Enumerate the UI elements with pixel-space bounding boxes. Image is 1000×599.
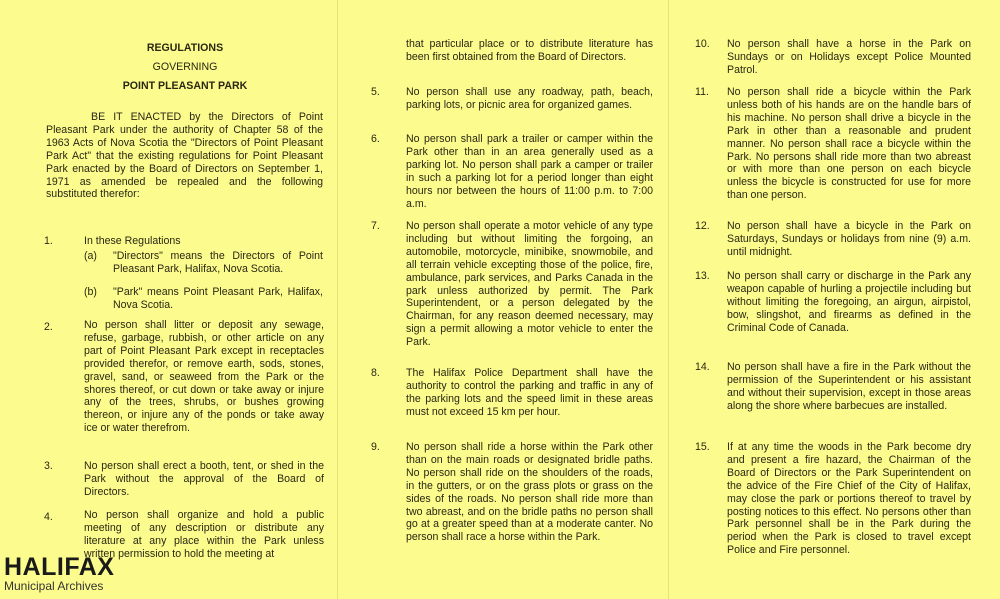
reg-8-number: 8. xyxy=(371,367,380,379)
reg-4-text: No person shall organize and hold a public meeting of any description or distribute any literature at any place within the Park unless written permission to hold the meeting at xyxy=(84,509,324,560)
reg-13-number: 13. xyxy=(695,270,710,282)
reg-4-continuation: that particular place or to distribute literature has been first obtained from the Board of Directors. xyxy=(406,38,653,63)
reg-7-text: No person shall operate a motor vehicle of any type including but without limiting the forgoing, an automobile, motorcycle, minibike, snowmobile, and all terrain vehicle excepting those of the police, fire, ambulance, park services, and Parks Canada in the park unless authorized by permit. The Park Superintendent, or a person delegated by the Chairman, for any reason deemed necessary, may sign a permit allowing a motor vehicle to enter the Park. xyxy=(406,220,653,349)
reg-1a-text: "Directors" means the Directors of Point Pleasant Park, Halifax, Nova Scotia. xyxy=(113,250,323,275)
reg-9-text: No person shall ride a horse within the Park other than on the main roads or designated bridle paths. No person shall ride on the shoulders of the roads, in the gutters, or on the grass plots or grass on the sides of the roads. No person shall ride more than two abreast, and on the bridle paths no person shall go at a greater speed than at a moderate canter. No person shall race a horse within the Park. xyxy=(406,441,653,544)
reg-11-number: 11. xyxy=(695,86,709,98)
reg-5-number: 5. xyxy=(371,86,380,98)
heading-line-2: GOVERNING xyxy=(152,61,218,73)
reg-8-text: The Halifax Police Department shall have the authority to control the parking and traffic in any of the parking lots and the speed limit in these areas must not exceed 15 km per hour. xyxy=(406,367,653,418)
reg-6-number: 6. xyxy=(371,133,380,145)
heading-line-1: REGULATIONS xyxy=(146,42,224,54)
reg-2-number: 2. xyxy=(44,321,53,333)
reg-6-text: No person shall park a trailer or camper within the Park other than in an area generally used as a parking lot. No person shall park a camper or trailer in such a parking lot for a period longer than eight hours nor between the hours of 11:00 p.m. to 7:00 a.m. xyxy=(406,133,653,210)
heading-line-3: POINT PLEASANT PARK xyxy=(122,80,248,92)
reg-9-number: 9. xyxy=(371,441,380,453)
fold-line-right xyxy=(668,0,669,599)
reg-14-text: No person shall have a fire in the Park without the permission of the Superintendent or his assistant and without their supervision, except in those areas along the shore where barbecues are installed. xyxy=(727,361,971,412)
reg-3-text: No person shall erect a booth, tent, or shed in the Park without the approval of the Board of Directors. xyxy=(84,460,324,498)
reg-1-number: 1. xyxy=(44,235,53,247)
reg-15-text: If at any time the woods in the Park become dry and present a fire hazard, the Chairman of the Board of Directors or the Park Superintendent on the advice of the Fire Chief of the City of Halifax, may close the park or portions thereof to travel by posting notices to this effect. No persons other than Park personnel shall be in the Park during the period when the Park is closed to travel except Police and Fire personnel. xyxy=(727,441,971,557)
reg-7-number: 7. xyxy=(371,220,380,232)
reg-10-number: 10. xyxy=(695,38,710,50)
reg-1a-label: (a) xyxy=(84,250,97,262)
reg-12-text: No person shall have a bicycle in the Park on Saturdays, Sundays or holidays from nine (9) a.m. until midnight. xyxy=(727,220,971,258)
reg-1-intro: In these Regulations xyxy=(84,235,181,247)
logo-title: HALIFAX xyxy=(4,553,115,581)
reg-4-number: 4. xyxy=(44,511,53,523)
reg-1b-label: (b) xyxy=(84,286,97,298)
reg-13-text: No person shall carry or discharge in the Park any weapon capable of hurling a projectile including but without limiting the foregoing, an airgun, airpistol, bow, slingshot, and firearms as defined in the Criminal Code of Canada. xyxy=(727,270,971,334)
reg-12-number: 12. xyxy=(695,220,710,232)
reg-2-text: No person shall litter or deposit any sewage, refuse, garbage, rubbish, or other article on any part of Point Pleasant Park except in receptacles provided therefor, or remove earth, sods, stones, gravel, sand, or seaweed from the Park or the shores thereof, or cut down or take away or injure any of the trees, shrubs, or bushes growing thereon, or injure any of the ponds or take away ice or water therefrom. xyxy=(84,319,324,435)
reg-10-text: No person shall have a horse in the Park on Sundays or on Holidays except Police Mounted Patrol. xyxy=(727,38,971,76)
reg-14-number: 14. xyxy=(695,361,710,373)
reg-3-number: 3. xyxy=(44,460,53,472)
reg-15-number: 15. xyxy=(695,441,710,453)
fold-line-left xyxy=(337,0,338,599)
reg-11-text: No person shall ride a bicycle within the Park unless both of his hands are on the handle bars of his machine. No person shall drive a bicycle in the Park in other than a reasonable and prudent manner. No person shall race a bicycle within the Park. No persons shall ride more than two abreast or with more than one person on each bicycle unless the bicycle is constructed for use for more than one person. xyxy=(727,86,971,202)
reg-5-text: No person shall use any roadway, path, beach, parking lots, or picnic area for organized games. xyxy=(406,86,653,111)
halifax-archives-logo xyxy=(4,555,114,593)
preamble: BE IT ENACTED by the Directors of Point Pleasant Park under the authority of Chapter 58 of the 1963 Acts of Nova Scotia the "Directors of Point Pleasant Park Act" that the existing regulations for Point Pleasant Park enacted by the Board of Directors on September 1, 1971 as amended be repealed and the following substituted therefor: xyxy=(46,111,323,201)
logo-subtitle: Municipal Archives xyxy=(4,579,104,593)
reg-1b-text: "Park" means Point Pleasant Park, Halifax, Nova Scotia. xyxy=(113,286,323,311)
